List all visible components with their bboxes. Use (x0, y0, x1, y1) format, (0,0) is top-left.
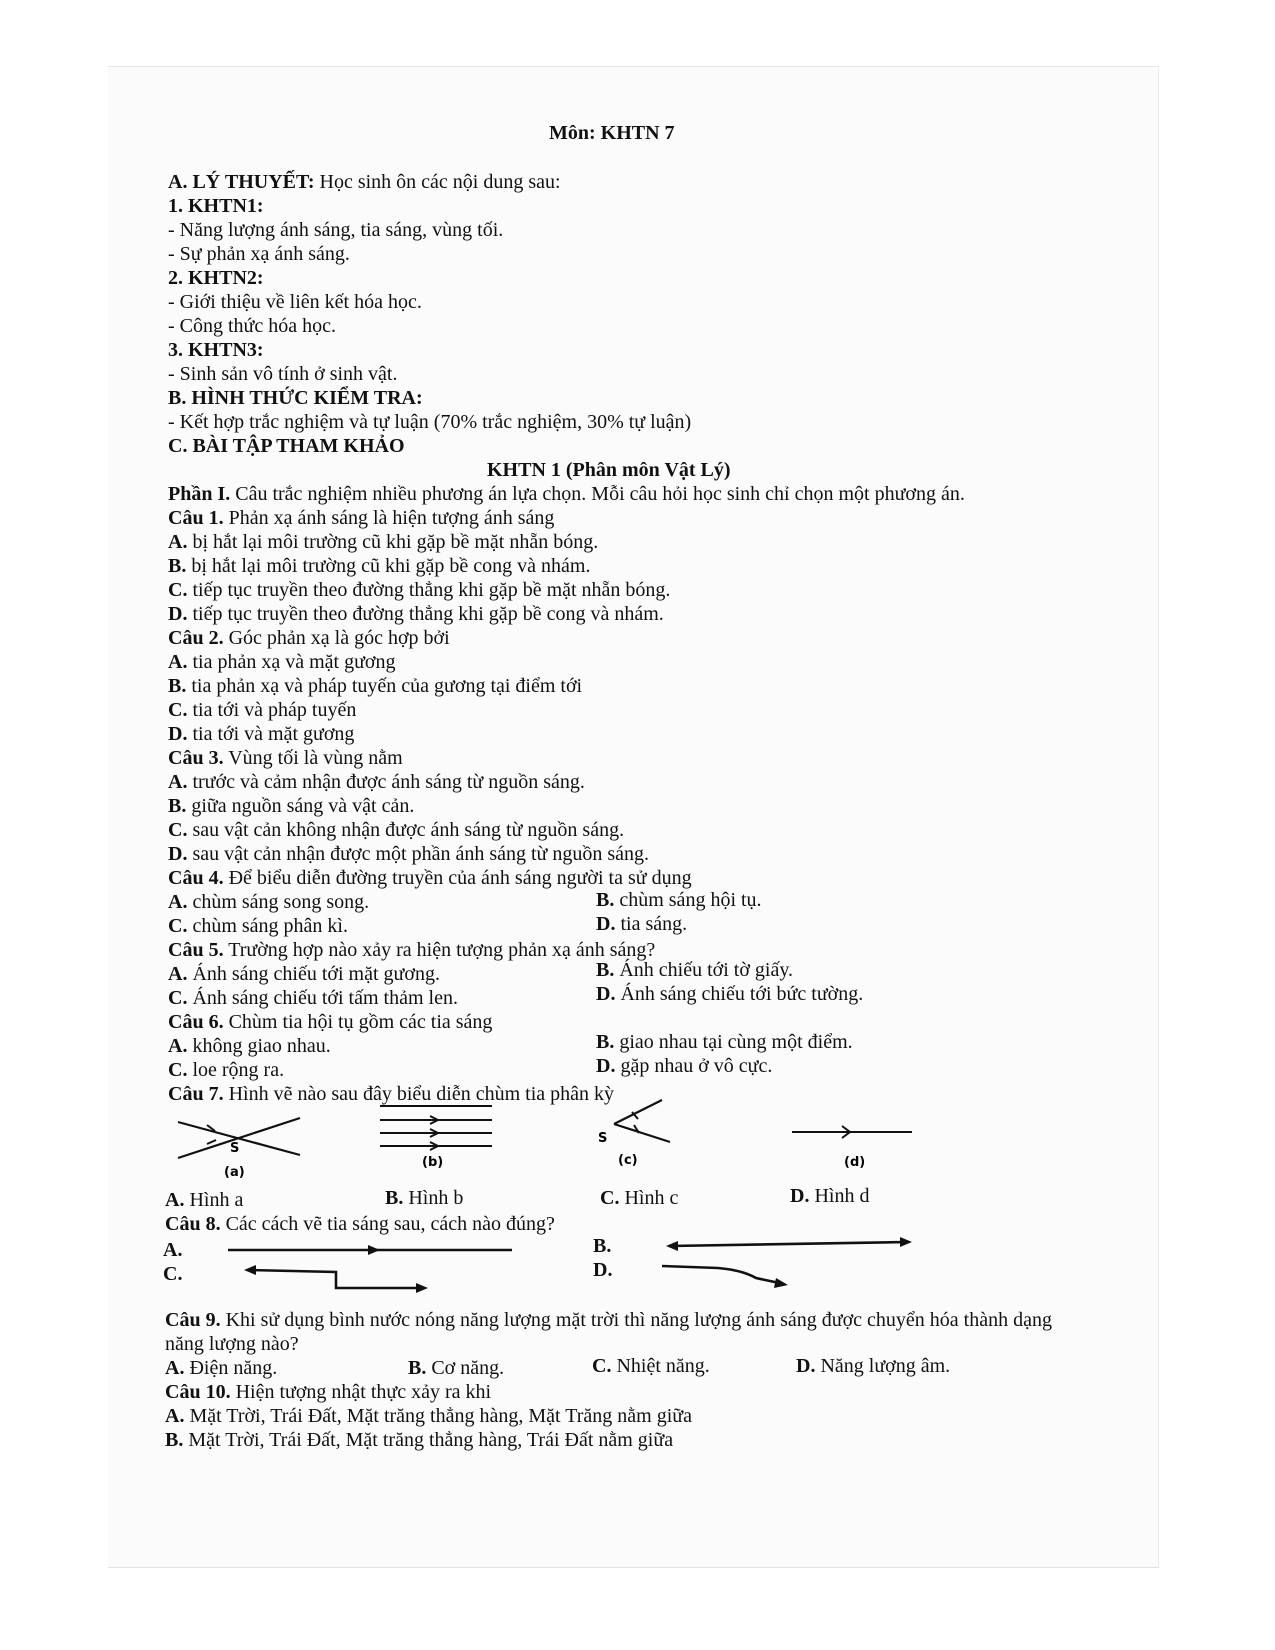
ray-drawing-a (226, 1240, 516, 1260)
khtn3-item: - Sinh sản vô tính ở sinh vật. (168, 363, 398, 385)
option-b: B. Cơ năng. (408, 1357, 505, 1379)
figure-a-label: (a) (224, 1165, 245, 1180)
option-c: C. chùm sáng phân kì. (168, 915, 348, 937)
khtn2-heading: 2. KHTN2: (168, 267, 264, 289)
question-text: Trường hợp nào xảy ra hiện tượng phản xạ ánh sáng? (223, 939, 656, 961)
option-c: C. Nhiệt năng. (592, 1355, 710, 1377)
option-b: B. Hình b (385, 1187, 464, 1209)
option-b: B. giao nhau tại cùng một điểm. (596, 1031, 853, 1053)
option-a: A. Mặt Trời, Trái Đất, Mặt trăng thẳng hàng, Mặt Trăng nằm giữa (165, 1405, 692, 1427)
section-a-heading: A. LÝ THUYẾT: (168, 171, 315, 193)
option-d: D. tia tới và mặt gương (168, 723, 355, 745)
question-label: Câu 3. (168, 747, 224, 769)
question-label: Câu 7. (168, 1083, 224, 1105)
section-c-heading: C. BÀI TẬP THAM KHẢO (168, 435, 405, 457)
question-text: Khi sử dụng bình nước nóng năng lượng mặt trời thì năng lượng ánh sáng được chuyển hóa thành dạng (220, 1309, 1052, 1331)
question-5 (168, 938, 655, 962)
option-c: C. loe rộng ra. (168, 1059, 285, 1081)
question-label: Câu 8. (165, 1213, 221, 1235)
option-a: A. trước và cảm nhận được ánh sáng từ nguồn sáng. (168, 771, 585, 793)
khtn2-item: - Công thức hóa học. (168, 315, 337, 337)
option-a: A. Ánh sáng chiếu tới mặt gương. (168, 963, 440, 985)
section-a-text: Học sinh ôn các nội dung sau: (314, 171, 561, 193)
figure-d-label: (d) (844, 1155, 866, 1170)
section-b-heading: B. HÌNH THỨC KIỂM TRA: (168, 387, 423, 409)
ray-drawing-b (664, 1236, 914, 1256)
option-b: B. bị hắt lại môi trường cũ khi gặp bề cong và nhám. (168, 555, 591, 577)
ray-drawing-d (660, 1260, 792, 1290)
source-label: S (598, 1131, 608, 1146)
ray-line (614, 1100, 662, 1124)
option-b: B. chùm sáng hội tụ. (596, 889, 762, 911)
option-a: A. bị hắt lại môi trường cũ khi gặp bề mặt nhẵn bóng. (168, 531, 599, 553)
ray-line (614, 1124, 670, 1142)
section-b-text: - Kết hợp trắc nghiệm và tự luận (70% trắc nghiệm, 30% tự luận) (168, 411, 692, 433)
question-text: Phản xạ ánh sáng là hiện tượng ánh sáng (223, 507, 555, 529)
khtn1-item: - Sự phản xạ ánh sáng. (168, 243, 350, 265)
option-d: D. gặp nhau ở vô cực. (596, 1055, 773, 1077)
option-d: D. tia sáng. (596, 913, 688, 935)
question-8 (165, 1212, 555, 1236)
option-a: A. (163, 1239, 183, 1261)
option-d: D. Ánh sáng chiếu tới bức tường. (596, 983, 864, 1005)
question-10 (165, 1380, 491, 1404)
question-label: Câu 10. (165, 1381, 231, 1403)
source-label: S (230, 1141, 240, 1156)
khtn3-heading: 3. KHTN3: (168, 339, 264, 361)
question-text: Góc phản xạ là góc hợp bởi (223, 627, 450, 649)
figure-b (376, 1098, 496, 1170)
question-label: Câu 9. (165, 1309, 221, 1331)
option-a: A. Điện năng. (165, 1357, 278, 1379)
arrow-tick (207, 1140, 216, 1144)
option-c: C. (163, 1263, 183, 1285)
option-c: C. sau vật cản không nhận được ánh sáng từ nguồn sáng. (168, 819, 625, 841)
khtn2-item: - Giới thiệu về liên kết hóa học. (168, 291, 422, 313)
option-a: A. chùm sáng song song. (168, 891, 370, 913)
option-b: B. Ánh chiếu tới tờ giấy. (596, 959, 794, 981)
option-b: B. (593, 1235, 612, 1257)
question-2 (168, 626, 450, 650)
question-3 (168, 746, 403, 770)
option-d: D. sau vật cản nhận được một phần ánh sáng từ nguồn sáng. (168, 843, 650, 865)
figure-c (596, 1098, 686, 1170)
figure-c-label: (c) (618, 1153, 638, 1168)
option-a: A. không giao nhau. (168, 1035, 331, 1057)
question-9 (165, 1308, 1052, 1332)
option-c: C. tiếp tục truyền theo đường thẳng khi gặp bề mặt nhẵn bóng. (168, 579, 671, 601)
section-a (168, 170, 561, 194)
option-b: B. giữa nguồn sáng và vật cản. (168, 795, 415, 817)
khtn1-heading: 1. KHTN1: (168, 195, 264, 217)
question-text: Các cách vẽ tia sáng sau, cách nào đúng? (220, 1213, 555, 1235)
question-label: Câu 6. (168, 1011, 224, 1033)
ray-drawing-c (242, 1262, 432, 1298)
option-d: D. (593, 1259, 613, 1281)
question-text: Để biểu diễn đường truyền của ánh sáng người ta sử dụng (223, 867, 692, 889)
option-a: A. Hình a (165, 1189, 244, 1211)
question-9-continued: năng lượng nào? (165, 1333, 299, 1355)
option-b: B. Mặt Trời, Trái Đất, Mặt trăng thẳng hàng, Trái Đất nằm giữa (165, 1429, 674, 1451)
question-text: Vùng tối là vùng nằm (223, 747, 403, 769)
question-label: Câu 2. (168, 627, 224, 649)
question-label: Câu 4. (168, 867, 224, 889)
figure-a (170, 1110, 310, 1180)
part-1-instruction (168, 482, 965, 506)
question-text: Hiện tượng nhật thực xảy ra khi (230, 1381, 492, 1403)
part-1-label: Phần I. (168, 483, 231, 505)
subject-title: KHTN 1 (Phân môn Vật Lý) (487, 459, 731, 481)
option-b: B. tia phản xạ và pháp tuyến của gương tại điểm tới (168, 675, 583, 697)
figure-b-label: (b) (422, 1155, 444, 1170)
question-label: Câu 5. (168, 939, 224, 961)
question-label: Câu 1. (168, 507, 224, 529)
question-6 (168, 1010, 492, 1034)
option-c: C. Hình c (600, 1187, 679, 1209)
option-d: D. Hình d (790, 1185, 870, 1207)
question-text: Chùm tia hội tụ gồm các tia sáng (223, 1011, 493, 1033)
khtn1-item: - Năng lượng ánh sáng, tia sáng, vùng tối. (168, 219, 504, 241)
option-c: C. Ánh sáng chiếu tới tấm thảm len. (168, 987, 458, 1009)
figure-d (790, 1110, 915, 1170)
option-a: A. tia phản xạ và mặt gương (168, 651, 396, 673)
option-d: D. Năng lượng âm. (796, 1355, 951, 1377)
question-4 (168, 866, 692, 890)
option-d: D. tiếp tục truyền theo đường thẳng khi gặp bề cong và nhám. (168, 603, 664, 625)
question-1 (168, 506, 554, 530)
question-text: Hình vẽ nào sau đây biểu diễn chùm tia phân kỳ (223, 1083, 615, 1105)
part-1-text: Câu trắc nghiệm nhiều phương án lựa chọn. Mỗi câu hỏi học sinh chỉ chọn một phương án. (230, 483, 965, 505)
option-c: C. tia tới và pháp tuyến (168, 699, 357, 721)
page-title: Môn: KHTN 7 (549, 122, 675, 144)
